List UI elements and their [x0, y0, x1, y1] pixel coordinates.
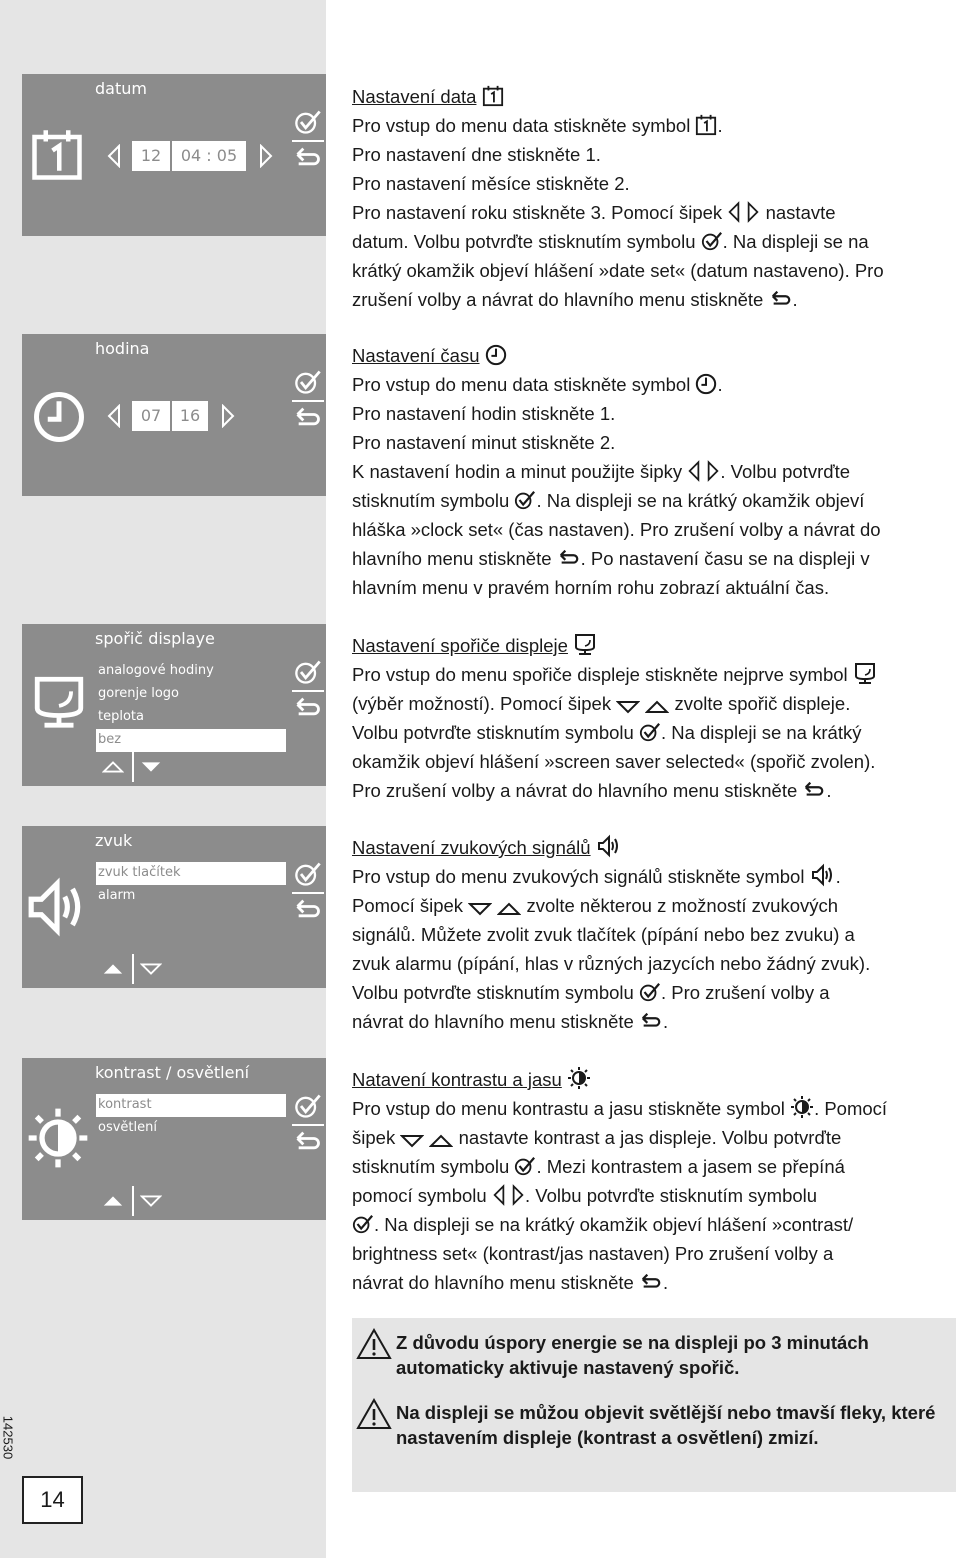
text-fragment: nastavte — [765, 202, 836, 223]
warning-icon — [356, 1398, 392, 1430]
date-time-value[interactable]: 04 : 05 — [172, 141, 246, 171]
check-icon — [352, 1213, 374, 1235]
time-section: Nastavení času Pro vstup do menu data stiskněte symbol . Pro nastavení hodin stiskněte 1. Pro nastavení minut stiskněte 2. K nastavení hodin a minut použijte šipky . Volbu potvrďte stisknutím symbolu . Na displeji se na krátký okamžik objeví hláška »clock set« (čas nastaven). Pro zrušení volby a návrat do hlavního menu stiskněte . Po nastavení času se na displeji v hlavním menu v pravém horním rohu zobrazí aktuální čas. — [352, 341, 958, 602]
saver-options-list — [96, 660, 286, 752]
text-fragment: . Volbu potvrďte — [720, 461, 851, 482]
confirm-check-icon[interactable] — [292, 1092, 324, 1120]
sound-panel-title: zvuk — [95, 831, 133, 850]
warning-note-1: Z důvodu úspory energie se na displeji po 3 minutách automaticky aktivuje nastavený spořič. — [396, 1332, 869, 1378]
clock-icon — [485, 344, 507, 366]
arrow-left-icon — [687, 460, 701, 482]
saver-panel-title: spořič displaye — [95, 629, 215, 648]
text-line: Volbu potvrďte stisknutím symbolu — [352, 982, 634, 1003]
text-line: Pomocí šipek — [352, 895, 464, 916]
date-section: Nastavení data Pro vstup do menu data stiskněte symbol . Pro nastavení dne stiskněte 1. Pro nastavení měsíce stiskněte 2. Pro nastavení roku stiskněte 3. Pomocí šipek nastavte datum. Volbu potvrďte stisknutím symbolu . Na displeji se na krátký okamžik objeví hlášení »date set« (datum nastaveno). Pro zrušení volby a návrat do hlavního menu stiskněte . — [352, 82, 958, 314]
arrow-left-icon — [727, 201, 741, 223]
back-icon — [769, 288, 793, 310]
text-line: okamžik objeví hlášení »screen saver selected« (spořič zvolen). — [352, 751, 876, 772]
check-icon — [514, 489, 536, 511]
contrast-section: Natavení kontrastu a jasu Pro vstup do menu kontrastu a jasu stiskněte symbol . Pomocí šipek nastavte kontrast a jas displeje. Volbu potvrďte stisknutím symbolu . Mezi kontrastem a jasem se přepíná pomocí symbolu . Volbu potvrďte stisknutím symbolu . Na displeji se na krátký okamžik objeví hlášení »contrast/ brightness set« (kontrast/jas nastaven) Pro zrušení volby a návrat do hlavního menu stiskněte . — [352, 1065, 958, 1297]
check-icon — [639, 981, 661, 1003]
speaker-icon — [26, 876, 88, 938]
sound-display-panel — [22, 826, 326, 988]
date-day-value[interactable]: 12 — [132, 141, 170, 171]
speaker-icon — [810, 863, 836, 887]
text-line: krátký okamžik objeví hlášení »date set« (datum nastaveno). Pro — [352, 260, 884, 281]
arrow-left-icon[interactable] — [106, 404, 122, 428]
saver-option[interactable]: analogové hodiny — [98, 663, 214, 678]
text-line: Pro nastavení měsíce stiskněte 2. — [352, 173, 630, 194]
text-line: Volbu potvrďte stisknutím symbolu — [352, 722, 634, 743]
warning-icon — [356, 1328, 392, 1360]
text-line: hlavního menu stiskněte — [352, 548, 552, 569]
text-line: hlavním menu v pravém horním rohu zobrazí aktuální čas. — [352, 577, 830, 598]
speaker-icon — [596, 834, 622, 858]
text-line: hláška »clock set« (čas nastaven). Pro zrušení volby a návrat do — [352, 519, 881, 540]
back-icon — [639, 1010, 663, 1032]
contrast-options-list — [96, 1094, 286, 1140]
date-panel-title: datum — [95, 79, 147, 98]
text-line: signálů. Můžete zvolit zvuk tlačítek (pípání nebo bez zvuku) a — [352, 924, 855, 945]
text-fragment: nastavte kontrast a jas displeje. Volbu potvrďte — [458, 1127, 842, 1148]
monitor-icon — [30, 672, 88, 730]
text-line: Pro vstup do menu data stiskněte symbol — [352, 115, 691, 136]
minute-value[interactable]: 16 — [172, 401, 208, 431]
page-number: 14 — [22, 1476, 83, 1524]
text-line: Pro zrušení volby a návrat do hlavního menu stiskněte — [352, 780, 798, 801]
check-icon — [514, 1155, 536, 1177]
check-icon — [639, 721, 661, 743]
arrow-up-icon[interactable] — [102, 962, 124, 976]
date-display-panel — [22, 74, 326, 236]
text-line: šipek — [352, 1127, 396, 1148]
contrast-display-panel — [22, 1058, 326, 1220]
arrow-left-icon[interactable] — [106, 144, 122, 168]
text-fragment: zvolte některou z možností zvukových — [526, 895, 839, 916]
text-line: pomocí symbolu — [352, 1185, 487, 1206]
arrow-up-icon — [497, 902, 521, 916]
monitor-icon — [853, 661, 877, 685]
confirm-check-icon[interactable] — [292, 368, 324, 396]
sound-option[interactable]: alarm — [98, 888, 136, 903]
text-line: Pro nastavení minut stiskněte 2. — [352, 432, 616, 453]
text-line: datum. Volbu potvrďte stisknutím symbolu — [352, 231, 696, 252]
sound-options-list — [96, 862, 286, 908]
arrow-down-icon[interactable] — [140, 962, 162, 976]
arrow-right-icon — [746, 201, 760, 223]
text-fragment: . Na displeji se na krátký okamžik objeví hlášení »contrast/ — [374, 1214, 854, 1235]
arrow-up-icon — [645, 700, 669, 714]
text-line: brightness set« (kontrast/jas nastaven) Pro zrušení volby a — [352, 1243, 834, 1264]
text-fragment: . Volbu potvrďte stisknutím symbolu — [524, 1185, 818, 1206]
calendar-icon — [482, 85, 504, 107]
text-fragment: . Na displeji se na — [722, 231, 869, 252]
calendar-icon — [695, 114, 717, 136]
text-fragment: . Po nastavení času se na displeji v — [580, 548, 870, 569]
saver-option[interactable]: teplota — [98, 709, 144, 724]
back-icon[interactable] — [292, 144, 324, 172]
text-line: Pro nastavení hodin stiskněte 1. — [352, 403, 616, 424]
arrow-right-icon[interactable] — [258, 144, 274, 168]
document-number: 142530 — [0, 1415, 16, 1460]
back-icon[interactable] — [292, 1128, 324, 1156]
arrow-right-icon[interactable] — [220, 404, 236, 428]
saver-heading: Nastavení spořiče displeje — [352, 635, 568, 656]
text-fragment: . Mezi kontrastem a jasem se přepíná — [536, 1156, 845, 1177]
time-heading: Nastavení času — [352, 345, 480, 366]
time-display-panel — [22, 334, 326, 496]
arrow-up-icon[interactable] — [102, 1194, 124, 1208]
back-icon[interactable] — [292, 896, 324, 924]
confirm-check-icon[interactable] — [292, 108, 324, 136]
text-line: Pro vstup do menu kontrastu a jasu stiskněte symbol — [352, 1098, 785, 1119]
confirm-check-icon[interactable] — [292, 658, 324, 686]
contrast-panel-title: kontrast / osvětlení — [95, 1063, 250, 1082]
clock-icon — [32, 390, 86, 444]
text-line: Pro nastavení roku stiskněte 3. Pomocí šipek — [352, 202, 723, 223]
clock-icon — [695, 373, 717, 395]
contrast-heading: Natavení kontrastu a jasu — [352, 1069, 562, 1090]
sound-heading: Nastavení zvukových signálů — [352, 837, 591, 858]
back-icon — [639, 1271, 663, 1293]
text-line: návrat do hlavního menu stiskněte — [352, 1272, 634, 1293]
saver-display-panel — [22, 624, 326, 786]
arrow-down-icon — [468, 902, 492, 916]
text-line: zvuk alarmu (pípání, hlas v různých jazycích nebo žádný zvuk). — [352, 953, 871, 974]
text-line: Pro vstup do menu spořiče displeje stiskněte nejprve symbol — [352, 664, 848, 685]
sun-brightness-icon — [790, 1095, 814, 1119]
contrast-option[interactable]: osvětlení — [98, 1120, 157, 1135]
text-line: návrat do hlavního menu stiskněte — [352, 1011, 634, 1032]
back-icon[interactable] — [292, 694, 324, 722]
arrow-down-icon — [400, 1134, 424, 1148]
warning-note-2: Na displeji se můžou objevit světlější nebo tmavší fleky, které nastavením displeje (kontrast a osvětlení) zmizí. — [396, 1402, 936, 1448]
sun-brightness-icon — [26, 1106, 90, 1170]
text-line: Pro vstup do menu zvukových signálů stiskněte symbol — [352, 866, 805, 887]
check-icon — [701, 230, 723, 252]
saver-option-selected[interactable]: bez — [96, 729, 286, 752]
sun-brightness-icon — [567, 1066, 591, 1090]
back-icon — [557, 547, 581, 569]
saver-section: Nastavení spořiče displeje Pro vstup do menu spořiče displeje stiskněte nejprve symbol (výběr možností). Pomocí šipek zvolte spořič displeje. Volbu potvrďte stisknutím symbolu . Na displeji se na krátký okamžik objeví hlášení »screen saver selected« (spořič zvolen). Pro zrušení volby a návrat do hlavního menu stiskněte . — [352, 631, 958, 805]
text-fragment: zvolte spořič displeje. — [674, 693, 851, 714]
text-fragment: . Na displeji se na krátký — [660, 722, 862, 743]
hour-value[interactable]: 07 — [132, 401, 170, 431]
confirm-check-icon[interactable] — [292, 860, 324, 888]
text-line: Pro nastavení dne stiskněte 1. — [352, 144, 601, 165]
text-line: (výběr možností). Pomocí šipek — [352, 693, 612, 714]
arrow-right-icon — [706, 460, 720, 482]
arrow-down-icon[interactable] — [140, 1194, 162, 1208]
calendar-icon — [30, 122, 84, 188]
contrast-option-selected[interactable]: kontrast — [96, 1094, 286, 1117]
monitor-icon — [573, 632, 597, 656]
text-line: stisknutím symbolu — [352, 490, 510, 511]
text-line: Pro vstup do menu data stiskněte symbol — [352, 374, 691, 395]
date-heading: Nastavení data — [352, 86, 477, 107]
arrow-down-icon — [616, 700, 640, 714]
text-line: zrušení volby a návrat do hlavního menu stiskněte — [352, 289, 764, 310]
sound-option-selected[interactable]: zvuk tlačítek — [96, 862, 286, 885]
sound-section: Nastavení zvukových signálů Pro vstup do menu zvukových signálů stiskněte symbol . Pomocí šipek zvolte některou z možností zvukových signálů. Můžete zvolit zvuk tlačítek (pípání nebo bez zvuku) a zvuk alarmu (pípání, hlas v různých jazycích nebo žádný zvuk). Volbu potvrďte stisknutím symbolu . Pro zrušení volby a návrat do hlavního menu stiskněte . — [352, 833, 958, 1036]
arrow-up-icon[interactable] — [102, 760, 124, 774]
text-fragment: . Pomocí — [814, 1098, 888, 1119]
arrow-up-icon — [429, 1134, 453, 1148]
text-fragment: . Na displeji se na krátký okamžik objeví — [536, 490, 865, 511]
saver-option[interactable]: gorenje logo — [98, 686, 180, 701]
text-fragment: . Pro zrušení volby a — [660, 982, 830, 1003]
text-line: K nastavení hodin a minut použijte šipky — [352, 461, 683, 482]
time-panel-title: hodina — [95, 339, 150, 358]
text-line: stisknutím symbolu — [352, 1156, 510, 1177]
arrow-down-icon[interactable] — [140, 760, 162, 774]
arrow-left-icon — [492, 1184, 506, 1206]
back-icon — [802, 779, 826, 801]
warning-notes-box — [352, 1318, 956, 1492]
arrow-right-icon — [511, 1184, 525, 1206]
back-icon[interactable] — [292, 404, 324, 432]
